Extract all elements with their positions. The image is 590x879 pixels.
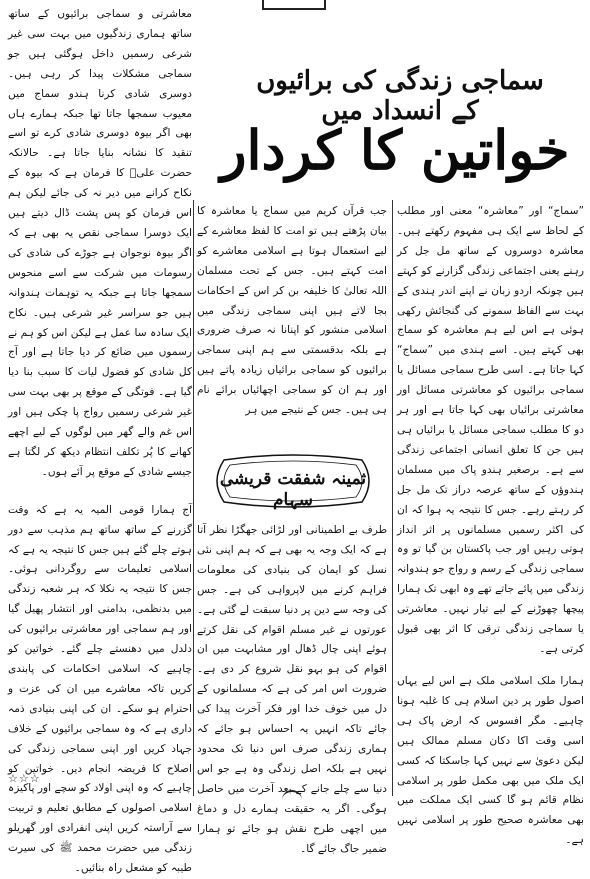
paragraph: ہمارا ملک اسلامی ملک ہے اس لیے یہاں اصول طور پر دین اسلام ہی کا غلبہ ہونا چاہیے۔ مگر افسوس کہ ارض پاک ہی اسی وقت اکا دکان مسلم ممالک ہیں لیکن دعویٰ سے نہیں کہا جاسکتا کہ کسی ایک ملک میں بھی مکمل طور پر اسلامی نظام قائم ہو گا کسی ایک مملکت میں بھی معاشرہ صحیح طور پر اسلامی نہیں ہے۔ [397,675,584,847]
text-column-right-lower [397,672,584,847]
column-divider [392,200,393,796]
column-divider [193,200,194,796]
text-column-middle-lower [197,521,387,855]
text-column-middle [197,202,387,450]
end-stars: ☆☆☆ [8,772,41,785]
paragraph: آج ہمارا قومی المیہ یہ ہے کہ وقت گزرنے کے ساتھ ساتھ ہم مذہب سے دور ہوتے چلے گئے ہیں جس کا نتیجہ یہ ہے کہ اسلامی تعلیمات سے روگردانی ہوئی۔ جس کا نتیجہ یہ نکلا کہ ہر شعبہ زندگی میں بدنظمی، بدامنی اور انتشار پھیل گیا اور ہم سماجی اور معاشرتی برائیوں کی دلدل میں دھنستے چلے گئے۔ خواتین کو چاہیے کہ اسلامی احکامات کی پابندی کریں تاکہ معاشرے میں ان کی عزت و احترام ہو سکے۔ ان کی اپنی بنیادی ذمہ داری ہے کہ وہ سماجی برائیوں کے خلاف جہاد کریں اور اپنی سماجی زندگی کی اصلاح کا فریضہ انجام دیں۔ خواتین کو چاہیے کہ وہ اپنی اولاد کو سچے اور پاکیزہ اسلامی اصولوں کے مطابق تعلیم و تربیت سے آراستہ کریں اپنی انفرادی اور گھریلو زندگی میں حضرت محمد ﷺ کی سیرت طیبہ کو مشعل راہ بنائیں۔ [8,503,192,875]
article-title: خواتین کا کردار [220,118,570,182]
text-column-right [397,202,584,662]
paragraph: ”سماج“ اور ”معاشرہ“ معنی اور مطلب کے لحاظ سے ایک ہی مفہوم رکھتے ہیں۔ معاشرہ دوسروں کے ساتھ مل جل کر رہنے یعنی اجتماعی زندگی گزارنے کو کہتے ہیں چونکہ اردو زبان نے اپنے اندر ہندی کے بہت سے الفاظ سمونے کی گنجائش رکھی ہوئی ہے اس لیے ہم معاشرہ کو سماج بھی کہتے ہیں۔ اسے ہندی میں ”سماج“ کہا جاتا ہے۔ اسی طرح سماجی مسائل یا سماجی برائیوں کو معاشرتی مسائل اور معاشرتی برائیاں بھی کہا جاتا ہے اور ہر دو کا مطلب سماجی مسائل یا برائیاں ہی ہیں جن کا تعلق انسانی اجتماعی زندگی سے ہے۔ برصغیر ہندو پاک میں مسلمان ہندوؤں کے ساتھ عرصہ دراز تک مل جل کر رہتے رہے۔ جس کا نتیجہ یہ ہوا کہ ان کی اکثر رسمیں مسلمانوں پر اثر انداز ہوتی رہیں اور جب پاکستان بن گیا تو وہ سماجی زندگی کے رسم و رواج جو ہندوانہ زندگی میں پائے جاتے تھے وہ ابھی تک ہمارا پیچھا چھوڑنے کے لیے تیار نہیں۔ معاشرتی یا سماجی زندگی ترقی کا اثر بھی قبول کرتی ہے۔ [397,205,584,655]
author-name: ثمینہ شفقت قریشی سہام [219,469,367,510]
paragraph: معاشرتی و سماجی برائیوں کے ساتھ ساتھ ہماری زندگیوں میں بہت سی غیر شرعی رسمیں داخل ہوگئی ہیں جو سماجی مشکلات پیدا کر رہی ہیں۔ دوسری شادی کرنا ہندو سماج میں معیوب سمجھا جاتا تھا جبکہ ہمارے ہاں بھی اگر بیوہ دوسری شادی کرے تو اسے تنقید کا نشانہ بنایا جاتا ہے۔ حالانکہ حضرت علیؓ کا فرمان ہے کہ بیوہ کے نکاح کرانے میں دیر نہ کی جائے لیکن ہم اس فرمان کو پس پشت ڈال دیتے ہیں ایک دوسرا سماجی نقص یہ بھی ہے کہ اگر بیوہ نوجوان ہے جوڑے کی شادی کی رسومات میں شرکت سے اسے منحوس سمجھا جاتا ہے جبکہ یہ توہمات ہندوانہ ہیں جو سراسر غیر شرعی ہیں۔ نکاح ایک سادہ سا عمل ہے لیکن اس کو ہم نے رسموں میں ضائع کر دیا جاتا ہے اور آج کل شادی کو فضول لیات کا سبب بنا دیا گیا ہے۔ فوتگی کے موقع پر بھی بہت سی غیر شرعی رسمیں رواج پا چکی ہیں اور اس غم والے گھر میں لوگوں کے لیے اچھے کھانے کا پُر تکلف انتظام دیکھ کر لگتا ہے جیسے شادی کے موقع پر آئے ہوں۔ [8,8,192,478]
text-column-left [8,5,192,875]
paragraph: طرف بے اطمینانی اور لڑائی جھگڑا نظر آتا ہے کہ ایک وجہ یہ بھی ہے کہ ہم اپنی نئی نسل کو ایمان کی بنیادی کی معلومات فراہم کرنے میں لاپرواہی کی ہے۔ جس کی وجہ سے دین پر دنیا سبقت لے گئی ہے۔ عورتوں نے غیر مسلم اقوام کی نقل کرتے ہوئے اپنی چال ڈھال اور مشابہت میں ان اقوام کی ہو بہو نقل شروع کر دی ہے۔ ضرورت اس امر کی ہے کہ مسلمانوں کے دل میں خوف خدا اور فکر آخرت پیدا کی جائے تاکہ انہیں یہ احساس ہو جائے کہ ہماری زندگی صرف اس دنیا تک محدود نہیں ہے بلکہ اصل زندگی وہ ہے جو اس دنیا سے چلے جانے کے بعد آخرت میں حاصل ہوگی۔ اگر یہ حقیقت ہمارے دل و دماغ میں اچھی طرح نقش ہو جائے تو ہمارا ضمیر جاگ جائے گا۔ [197,524,387,855]
author-byline [210,452,376,510]
article-subtitle: سماجی زندگی کی برائیوں کے انسداد میں [256,66,544,126]
paragraph: جب قرآن کریم میں سماج یا معاشرہ کا بیان پڑھتے ہیں تو امت کا لفظ معاشرے کے لیے استعمال ہوتا ہے اسلامی معاشرے کو امت کہتے ہیں۔ جس کے تحت مسلمان اللہ تعالیٰ کا خلیفہ بن کر اس کے احکامات بجا لاتے ہیں اپنی سماجی زندگی میں اسلامی منشور کو اپنانا نہ صرف ضروری ہے بلکہ بدقسمتی سے ہم اپنی سماجی برائیوں کو سماجی برائیاں زیادہ پاتے ہیں اور ہم ان کو سماجی اچھائیاں برائے نام ہی ہیں۔ جس کے نتیجے میں ہر [197,205,387,417]
page-header-mark [262,0,326,10]
